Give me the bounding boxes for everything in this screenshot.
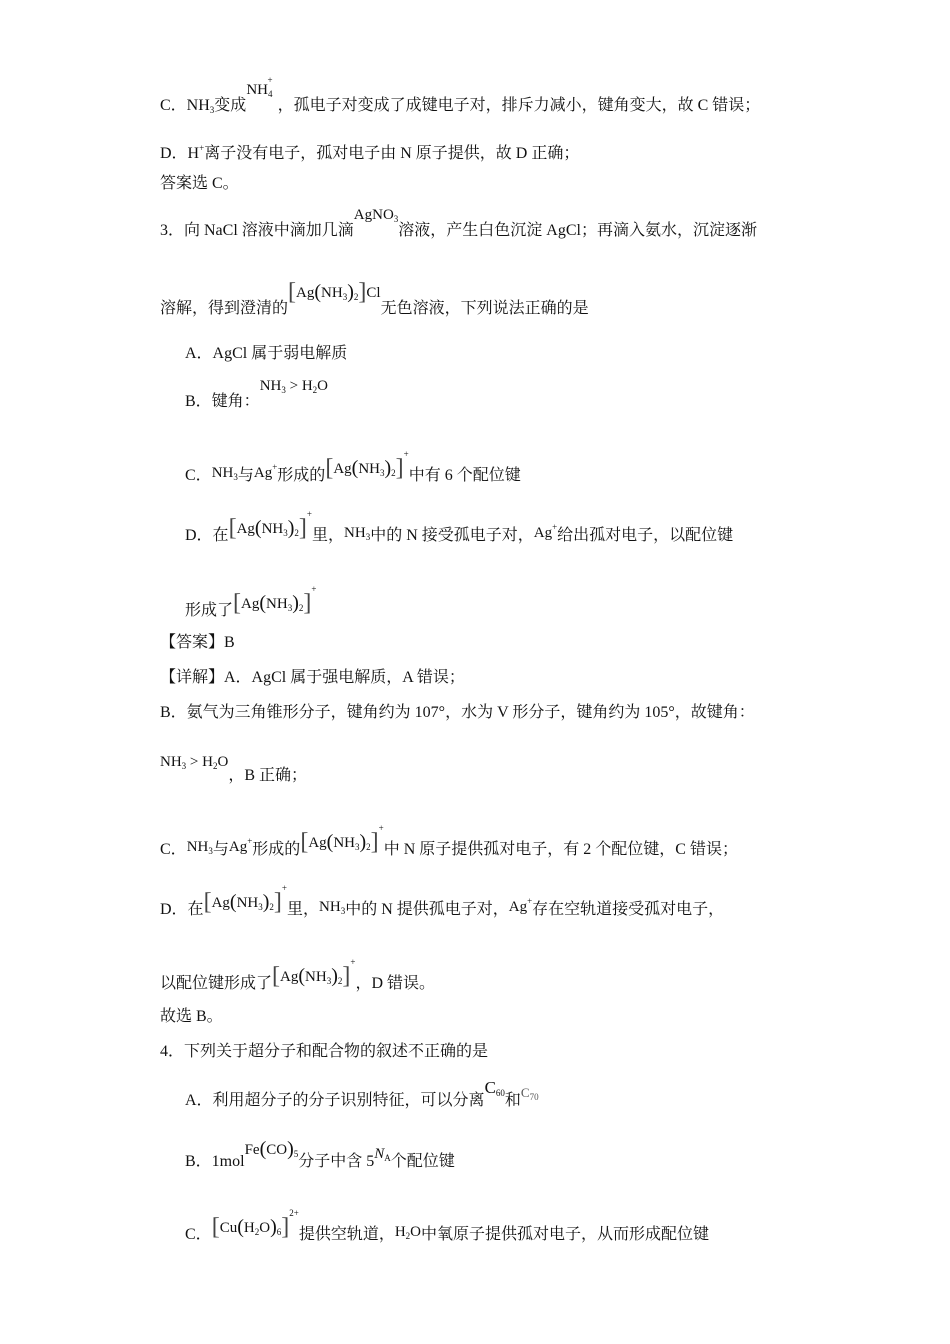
fx: H [202,754,213,770]
fx: NH [160,754,182,770]
fx: Cu [219,1220,238,1236]
fx: Ag [241,596,260,612]
formula-ag-nh3-2-plus [229,503,312,544]
fx-sub: 3 [281,385,286,395]
fx-sub: 60 [495,1088,505,1098]
fx: O [410,1224,422,1240]
formula-cu-h2o-6 [212,1202,299,1243]
formula-c70 [521,1082,539,1108]
fx: C [520,1085,530,1100]
fx-bracket: ] [358,279,367,305]
text: 4．下列关于超分子和配合物的叙述不正确的是 [160,1043,489,1060]
fx: Fe [244,1142,260,1158]
fx: H [394,1224,406,1240]
fx-sub: 70 [529,1092,539,1102]
text: 提供空轨道， [298,1226,395,1243]
text: 中有 6 个配位键 [408,467,521,484]
fx-bracket: [ [325,455,334,481]
question-3-cont [160,279,589,324]
text: D．H [160,145,200,162]
fx-sub: 3 [258,902,263,912]
text: 中的 N 接受孤电子对， [370,527,534,544]
text: D．在 [160,901,204,918]
fx: NH [186,839,209,855]
detail-b-cont [160,754,308,791]
fx-sub: 3 [208,846,213,856]
fx-bracket: [ [203,889,212,915]
fx: O [259,1220,271,1236]
fx-bracket: ] [342,963,351,989]
fx: Ag [253,465,273,481]
fx-bracket: [ [228,515,237,541]
detail-c [160,824,738,865]
formula-ag-nh3-2-plus [233,578,316,619]
fx-sub: 2 [254,1227,260,1237]
fx: NH [344,525,366,541]
text: C． [185,1226,212,1243]
fx-sub: 3 [326,976,332,986]
fx: NH [259,378,282,394]
text: 离子没有电子，孤对电子由 N 原子提供，故 D 正确； [204,145,580,162]
fx: O [317,378,329,394]
fx-sub: 3 [380,468,385,478]
fx-sup: 2+ [289,1208,299,1218]
fx: NH [261,521,284,537]
text: 【答案】B [160,634,235,651]
formula-ag-plus [254,456,277,484]
text: A．AgCl 属于弱电解质 [185,345,348,362]
fx: O [217,754,229,770]
text-line [160,137,579,165]
text: C．NH [160,97,210,114]
fx-sub: 3 [393,214,399,224]
fx: AgNO [353,207,394,223]
detail-d [160,884,724,925]
fx-paren: ) [384,457,392,479]
fx: Ag [280,969,299,985]
fx-sub: A [384,1153,391,1163]
text: 给出孤对电子，以配位键 [557,527,734,544]
text: ，孤电子对变成了成键电子对，排斥力减小，键角变大，故 C 错误； [277,97,761,114]
fx: Ag [508,899,528,915]
text: 形成的 [277,467,326,484]
formula-ag-nh3-2-plus [272,951,355,992]
fx-paren: ( [254,517,262,539]
fx-sub: 2 [353,292,359,302]
formula-nh3 [344,522,370,548]
fx: NH [236,895,259,911]
fx: NH [319,899,341,915]
fx-sub: 2 [212,761,218,771]
fx-sub: 3 [342,292,348,302]
fx: Ag [236,521,255,537]
fx: Cl [366,285,381,301]
fx: Ag [211,895,230,911]
text-line [160,75,761,121]
text: 【详解】A．AgCl 属于强电解质，A 错误； [160,669,465,686]
fx-sup: + [527,896,533,906]
fx-paren: ( [259,1138,267,1160]
option-b [185,378,329,417]
q4-option-a [185,1078,539,1116]
fx-sub: 2 [366,842,371,852]
fx-bracket: ] [281,1214,290,1240]
answer [160,632,235,654]
fx-sup: + [247,836,253,846]
fx-paren: ( [351,457,359,479]
fx-sub: 3 [365,532,371,542]
text: 以配位键形成了 [160,975,273,992]
fx-sub: 3 [340,906,346,916]
fx-sub: 4 [267,89,273,99]
fx: N [374,1146,385,1162]
fx-bracket: ] [298,515,307,541]
text: 存在空轨道接受孤对电子， [532,901,725,918]
fx-paren: ( [326,831,334,853]
fx: Ag [228,839,248,855]
fx: NH [246,82,268,98]
formula-nh3-gt-h2o [260,375,328,401]
fx-sub: 2 [391,468,396,478]
formula-nh3-gt-h2o [160,751,228,777]
option-a [185,343,347,365]
superscript: + [199,143,205,153]
fx-sub: 2 [269,902,274,912]
question-3 [160,207,757,246]
fx-paren: ) [262,891,270,913]
fx-sub: 3 [355,842,360,852]
text: A．利用超分子的分子识别特征，可以分离 [185,1092,485,1109]
fx-sup: + [272,462,278,472]
fx-paren: ( [298,965,306,987]
text: 形成的 [252,841,301,858]
option-d-cont [185,585,316,626]
fx: H [243,1220,255,1236]
fx: NH [358,461,380,477]
fx-bracket: [ [233,590,242,616]
text: 里， [312,527,345,544]
text-line [160,173,239,195]
text: B．1mol [185,1153,245,1170]
subscript: 3 [209,105,215,115]
fx: Ag [308,835,327,851]
fx-bracket: ] [303,590,312,616]
fx-bracket: [ [272,963,281,989]
fx-paren: ) [287,1138,294,1160]
text: 溶液，产生白色沉淀 AgCl；再滴入氨水，沉淀逐渐 [398,222,757,239]
text: D．在 [185,527,229,544]
text: 无色溶液，下列说法正确的是 [380,300,589,317]
fx-paren: ) [359,831,367,853]
fx-sub: 3 [283,528,288,538]
fx: NH [211,465,234,481]
text: B．键角： [185,393,260,410]
text: 中的 N 提供孤电子对， [345,901,509,918]
fx-bracket: [ [211,1214,220,1240]
text: 分子中含 5 [298,1153,375,1170]
fx: NH [305,969,327,985]
fx: H [301,378,313,394]
fx-sup: + [552,522,558,532]
fx-sup: + [281,883,287,893]
detail-b [160,702,755,724]
fx-paren: ) [347,281,354,303]
formula-nh3 [212,462,238,488]
fx: NH [266,596,288,612]
fx-sub: 3 [233,472,238,482]
fx-sub: 6 [276,1227,282,1237]
fx: CO [266,1142,288,1158]
text: 中氧原子提供孤对电子，从而形成配位键 [421,1226,710,1243]
fx-sup: + [350,957,356,967]
formula-h2o [395,1221,421,1247]
fx: NH [333,835,355,851]
text: ，B 正确； [228,767,308,784]
fx-paren: ) [331,965,338,987]
formula-ag-plus [229,830,252,858]
formula-agno3 [354,204,399,230]
fx-sub: 2 [294,528,299,538]
fx-paren: ) [292,592,299,614]
formula-ag-plus [509,890,532,918]
q4-option-c [185,1209,709,1250]
fx: Ag [533,525,553,541]
fx: Ag [333,461,352,477]
fx-sup: + [378,823,384,833]
fx-sub: 2 [405,1231,411,1241]
fx-bracket: ] [370,829,379,855]
text: 中 N 原子提供孤对电子，有 2 个配位键，C 错误； [383,841,738,858]
text: 与 [237,467,254,484]
question-4 [160,1041,488,1063]
option-c [185,450,521,491]
conclusion [160,1006,223,1028]
text: ，D 错误。 [355,975,436,992]
fx-sub: 5 [293,1149,299,1159]
text: 和 [504,1092,521,1109]
text: 形成了 [185,602,234,619]
fx-paren: ) [287,517,295,539]
formula-ag-plus [534,516,557,544]
fx-paren: ) [270,1216,277,1238]
fx-paren: ( [314,281,322,303]
text: C． [185,467,212,484]
fx: > [289,378,299,394]
formula-ag-nh3-2-cl [288,279,381,308]
formula-c60 [485,1077,505,1104]
fx-paren: ( [237,1216,244,1238]
text: 变成 [214,97,247,114]
fx-bracket: [ [288,279,297,305]
fx-bracket: ] [395,455,404,481]
detail-d-cont [160,958,435,999]
fx-sup: + [306,509,312,519]
fx: > [189,754,199,770]
formula-nh3 [319,896,345,922]
text: 溶解，得到澄清的 [160,300,289,317]
fx-sub: 3 [181,761,187,771]
fx-paren: ( [259,592,267,614]
fx-sub: 2 [298,603,304,613]
fx-bracket: ] [273,889,282,915]
text: 里， [287,901,320,918]
text: 与 [212,841,229,858]
fx-sub: 2 [337,976,343,986]
fx-sup: + [403,449,409,459]
formula-ag-nh3-2-plus [300,817,383,858]
formula-nh3 [187,836,213,862]
option-d [185,510,733,551]
formula-ag-nh3-2-plus [325,443,408,484]
fx-sup: + [311,584,317,594]
text: B．氨气为三角锥形分子，键角约为 107°，水为 V 形分子，键角约为 105°，故键角： [160,704,755,721]
fx: Ag [296,285,315,301]
formula-fe-co-5 [245,1137,299,1165]
fx-sub: 3 [287,603,293,613]
fx-paren: ( [229,891,237,913]
fx-sub: 2 [312,385,318,395]
text: C． [160,841,187,858]
fx-sup: + [267,75,273,85]
detail [160,667,465,689]
fx: C [484,1078,496,1097]
text: 3．向 NaCl 溶液中滴加几滴 [160,222,354,239]
formula-nh4 [246,73,277,105]
text: 故选 B。 [160,1008,223,1025]
text: 答案选 C。 [160,175,239,192]
q4-option-b [185,1138,455,1177]
fx-bracket: [ [300,829,309,855]
formula-ag-nh3-2-plus [204,877,287,918]
formula-na [374,1143,391,1169]
text: 个配位键 [390,1153,455,1170]
fx: NH [321,285,343,301]
